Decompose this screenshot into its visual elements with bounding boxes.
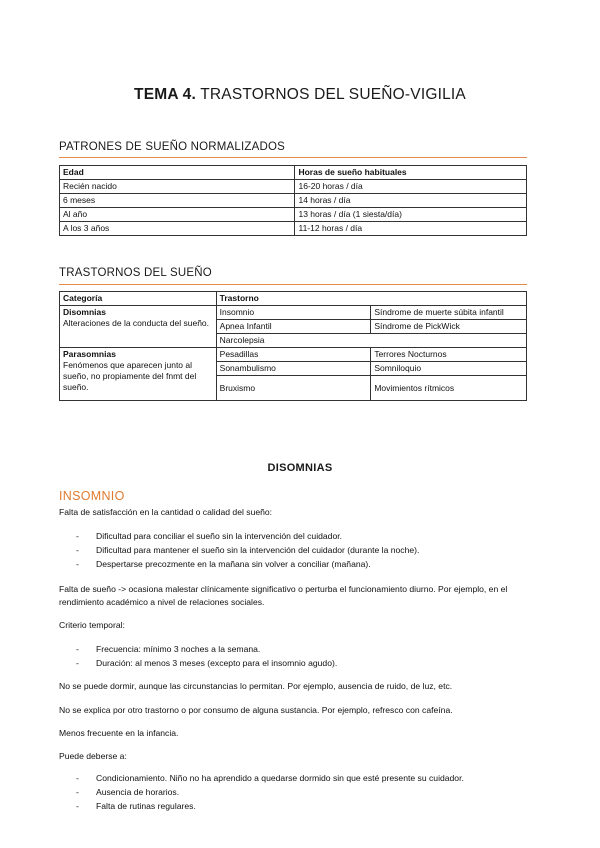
list-item: - Duración: al menos 3 meses (excepto para el insomnio agudo). (76, 658, 338, 668)
header-trastorno: Trastorno (216, 292, 526, 306)
header-horas: Horas de sueño habituales (295, 166, 527, 180)
patrones-heading: PATRONES DE SUEÑO NORMALIZADOS (59, 141, 286, 153)
table-row (60, 306, 527, 320)
table-header-row (60, 292, 527, 306)
falta-paragraph: Falta de sueño -> ocasiona malestar clínicamente significativo o perturba el funcionamiento diurno. Por ejemplo, en el rendimiento académico a nivel de relaciones sociales. (59, 584, 508, 607)
cell-edad: 6 meses (60, 194, 295, 208)
patrones-table (59, 165, 527, 236)
menos-paragraph: Menos frecuente en la infancia. (59, 728, 179, 738)
cell-edad: Al año (60, 208, 295, 222)
list-item: - Condicionamiento. Niño no ha aprendido a quedarse dormido sin que esté presente su cuidador. (76, 773, 464, 783)
table-row (60, 194, 527, 208)
insomnio-definition: Falta de satisfacción en la cantidad o calidad del sueño: (59, 507, 273, 517)
cell-horas: 11-12 horas / día (295, 222, 527, 236)
cell-trastorno: Insomnio (216, 306, 371, 320)
cell-trastorno: Movimientos rítmicos (371, 376, 527, 401)
cell-trastorno: Terrores Nocturnos (371, 348, 527, 362)
no-explica-paragraph: No se explica por otro trastorno o por consumo de alguna sustancia. Por ejemplo, refresco con cafeína. (59, 705, 453, 715)
cell-trastorno: Pesadillas (216, 348, 371, 362)
cell-trastorno: Síndrome de PickWick (371, 320, 527, 334)
disomnias-heading: DISOMNIAS (267, 462, 333, 474)
header-categoria: Categoría (60, 292, 217, 306)
list-item: - Ausencia de horarios. (76, 787, 180, 797)
list-item: - Despertarse precozmente en la mañana sin volver a conciliar (mañana). (76, 559, 371, 569)
title-rest: TRASTORNOS DEL SUEÑO-VIGILIA (196, 86, 466, 103)
cell-trastorno: Apnea Infantil (216, 320, 371, 334)
list-item: - Dificultad para conciliar el sueño sin la intervención del cuidador. (76, 531, 343, 541)
table-row (60, 180, 527, 194)
list-item: - Frecuencia: mínimo 3 noches a la semana. (76, 644, 261, 654)
cell-trastorno: Narcolepsia (216, 334, 526, 348)
patrones-rule (59, 157, 527, 158)
header-edad: Edad (60, 166, 295, 180)
trastornos-heading: TRASTORNOS DEL SUEÑO (59, 267, 212, 279)
cell-trastorno: Somniloquio (371, 362, 527, 376)
cell-edad: Recién nacido (60, 180, 295, 194)
table-row (60, 222, 527, 236)
puede-paragraph: Puede deberse a: (59, 751, 127, 761)
no-dormir-paragraph: No se puede dormir, aunque las circunstancias lo permitan. Por ejemplo, ausencia de ruido, de luz, etc. (59, 681, 453, 691)
list-item: - Falta de rutinas regulares. (76, 801, 196, 811)
cell-trastorno: Bruxismo (216, 376, 371, 401)
title-bold: TEMA 4. (134, 86, 197, 103)
page-title (0, 86, 600, 104)
trastornos-rule (59, 284, 527, 285)
cell-trastorno: Síndrome de muerte súbita infantil (371, 306, 527, 320)
cell-horas: 13 horas / día (1 siesta/día) (295, 208, 527, 222)
list-item: - Dificultad para mantener el sueño sin la intervención del cuidador (durante la noche). (76, 545, 420, 555)
cell-parasomnias (60, 348, 217, 401)
disomnias-title: Disomnias (63, 307, 106, 317)
table-row (60, 208, 527, 222)
cell-disomnias (60, 306, 217, 348)
trastornos-table (59, 291, 527, 401)
table-header-row (60, 166, 527, 180)
cell-horas: 16-20 horas / día (295, 180, 527, 194)
parasomnias-desc: Fenómenos que aparecen junto al sueño, no propiamente del fnmt del sueño. (63, 360, 197, 392)
cell-edad: A los 3 años (60, 222, 295, 236)
table-row (60, 348, 527, 362)
cell-trastorno: Sonambulismo (216, 362, 371, 376)
criterio-label: Criterio temporal: (59, 620, 125, 630)
disomnias-desc: Alteraciones de la conducta del sueño. (63, 318, 210, 328)
parasomnias-title: Parasomnias (63, 349, 116, 359)
insomnio-heading: INSOMNIO (59, 489, 125, 503)
cell-horas: 14 horas / día (295, 194, 527, 208)
